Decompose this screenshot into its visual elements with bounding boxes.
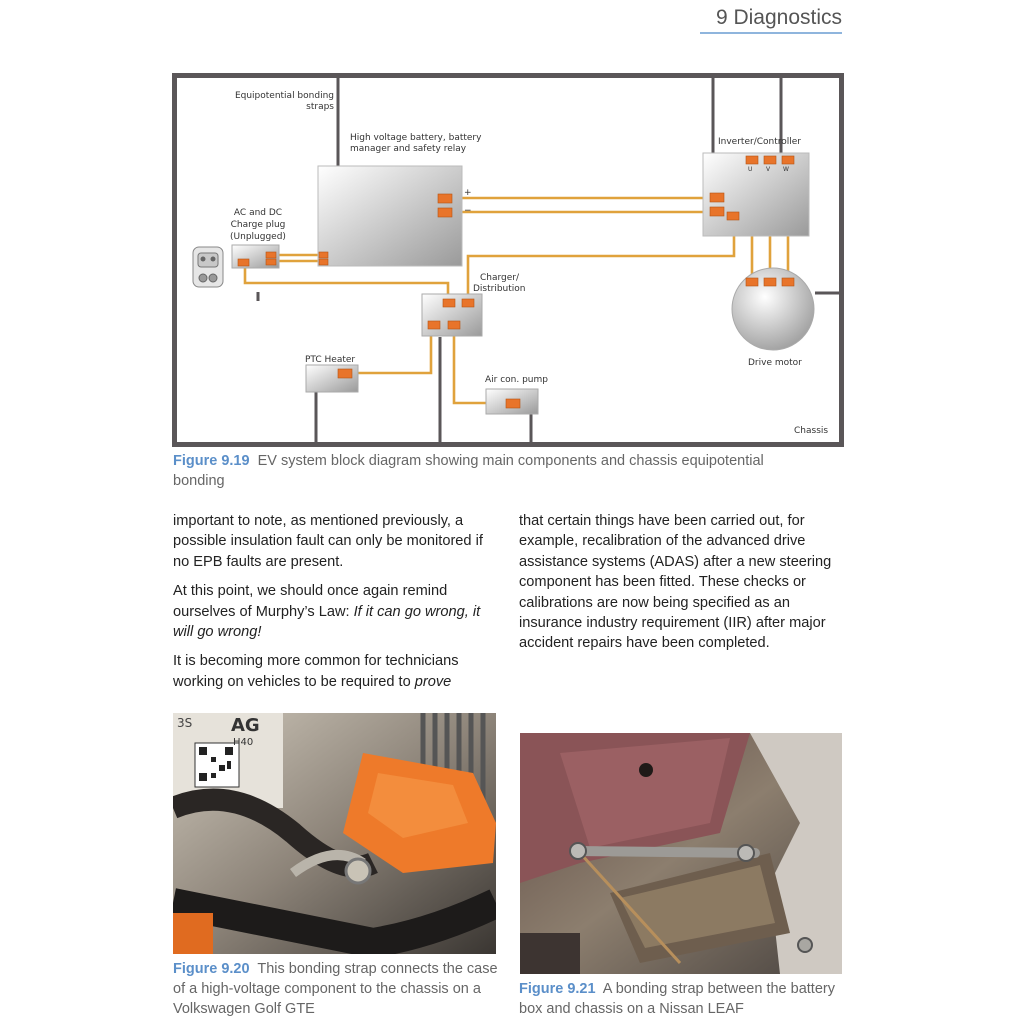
figure-9-21-number: Figure 9.21: [519, 981, 596, 997]
body-left-p1: important to note, as mentioned previously, a possible insulation fault can only be monitored if no EPB faults are present.: [173, 513, 483, 570]
figure-9-21-caption: [519, 979, 849, 1019]
label-phase-w: W: [783, 166, 789, 173]
murphys-law-quote: If it can go wrong, it will go wrong!: [173, 603, 481, 641]
body-left-p3-italic: prove: [414, 673, 452, 690]
label-charge-plug-line3: (Unplugged): [230, 232, 286, 242]
photo-label-h40: H40: [233, 737, 254, 748]
label-drive-motor: Drive motor: [748, 358, 802, 368]
label-phase-u: U: [748, 166, 753, 173]
body-column-right: [519, 511, 844, 663]
label-charge-plug-line2: Charge plug: [230, 220, 286, 230]
charge-socket-icon: [193, 247, 223, 287]
chapter-header: 9 Diagnostics: [700, 6, 842, 34]
photo-label-fragment: 3S: [177, 716, 193, 730]
label-bonding-line1: Equipotential bonding: [234, 91, 334, 101]
diagram-svg: [172, 73, 844, 447]
ev-system-block-diagram: [172, 73, 844, 447]
body-left-p3: [173, 651, 498, 692]
figure-9-19-number: Figure 9.19: [173, 453, 250, 469]
photo-label-ag: AG: [231, 715, 260, 736]
figure-9-19-caption: [173, 451, 813, 491]
figure-9-20-number: Figure 9.20: [173, 961, 250, 977]
label-bonding-line2: straps: [306, 102, 334, 112]
label-aircon-pump: Air con. pump: [485, 375, 548, 385]
label-battery-line1: High voltage battery, battery: [350, 133, 482, 143]
label-charger-line1: Charger/: [480, 273, 520, 283]
label-phase-v: V: [766, 166, 771, 173]
figure-9-19-text: EV system block diagram showing main components and chassis equipotential bonding: [173, 453, 764, 489]
body-left-p2-text: At this point, we should once again remind ourselves of Murphy’s Law:: [173, 583, 448, 620]
label-inverter: Inverter/Controller: [718, 137, 801, 147]
label-charger-line2: Distribution: [473, 284, 526, 294]
label-ptc-heater: PTC Heater: [305, 355, 356, 365]
body-right-p1: that certain things have been carried out, for example, recalibration of the advanced drive assistance systems (ADAS) after a new steering component has been fitted. These checks or calibrations are now being specified as an insurance industry requirement (IIR) after major accident repairs have been completed.: [519, 513, 832, 652]
body-left-p3-text: It is becoming more common for technicians working on vehicles to be required to: [173, 653, 459, 690]
body-column-left: [173, 511, 498, 701]
figure-9-20-photo: [173, 713, 496, 954]
body-left-p2: [173, 581, 498, 642]
label-chassis: Chassis: [794, 426, 829, 436]
figure-9-21-photo: [520, 733, 842, 974]
figure-9-21-text: A bonding strap between the battery box and chassis on a Nissan LEAF: [519, 981, 835, 1017]
label-charge-plug-line1: AC and DC: [233, 208, 283, 218]
label-minus: −: [464, 206, 472, 216]
label-battery-line2: manager and safety relay: [350, 144, 467, 154]
label-plus: +: [464, 188, 472, 198]
figure-9-20-caption: [173, 959, 503, 1019]
figure-9-20-text: This bonding strap connects the case of a high-voltage component to the chassis on a Volkswagen Golf GTE: [173, 961, 498, 1017]
